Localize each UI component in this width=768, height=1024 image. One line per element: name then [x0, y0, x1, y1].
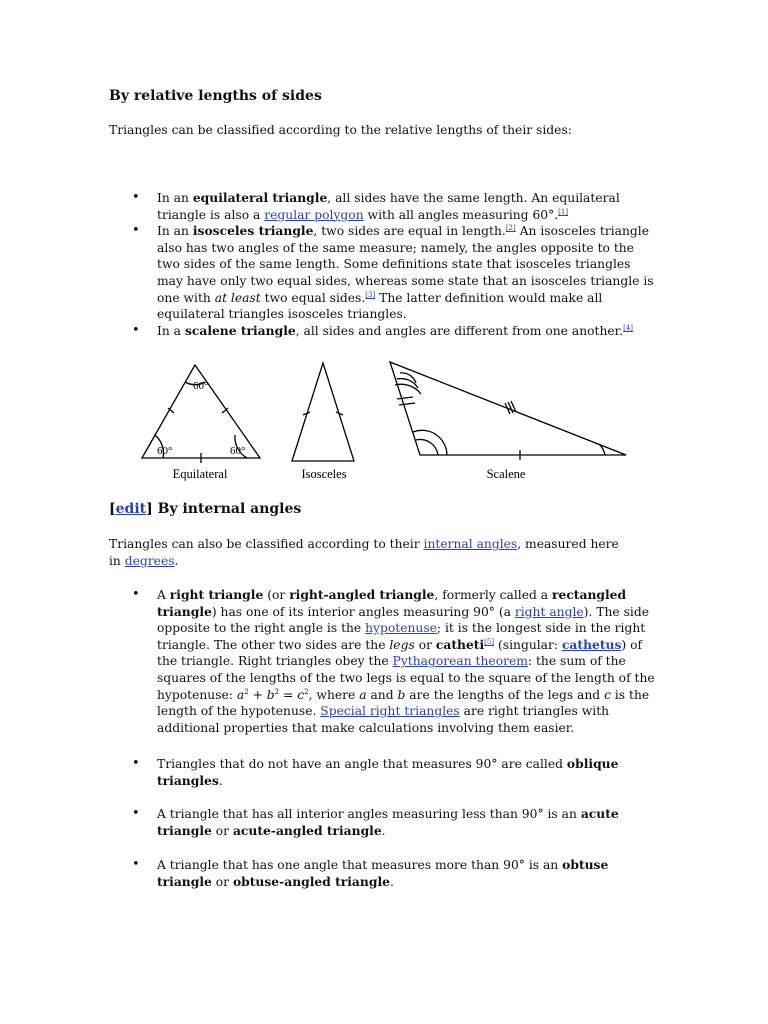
angle-label-right: 60°	[230, 445, 246, 457]
section-intro-text: Triangles can be classified according to the relative lengths of their sides:	[109, 123, 572, 137]
list-item-acute: • A triangle that has all interior angles measuring less than 90° is an acute triangle or acute-angled triangle.	[0, 806, 657, 839]
link-hypotenuse[interactable]: hypotenuse	[365, 621, 437, 636]
list-item-obtuse: • A triangle that has one angle that measures more than 90° is an obtuse triangle or obtuse-angled triangle.	[0, 857, 657, 890]
isosceles-triangle-drawing	[292, 363, 354, 461]
link-internal-angles[interactable]: internal angles	[423, 537, 518, 551]
scalene-triangle-drawing	[390, 362, 626, 460]
reference-link-2[interactable]: [2]	[505, 224, 516, 233]
triangle-types-figure	[135, 355, 635, 490]
section-heading-internal-angles: [edit] By internal angles	[109, 501, 302, 517]
term-equilateral-triangle: equilateral triangle	[192, 190, 328, 205]
term-scalene-triangle: scalene triangle	[184, 322, 296, 338]
isosceles-caption: Isosceles	[301, 467, 347, 481]
link-cathetus[interactable]: cathetus	[561, 636, 622, 652]
angle-classification-list	[0, 587, 657, 736]
term-isosceles-triangle: isosceles triangle	[192, 223, 314, 239]
reference-link-1[interactable]: [1]	[558, 207, 569, 216]
reference-link-5[interactable]: [5]	[484, 637, 495, 646]
reference-link-3[interactable]: [3]	[365, 290, 376, 299]
equilateral-caption: Equilateral	[172, 467, 228, 481]
list-item-isosceles: • In an isosceles triangle, two sides are equal in length.[2] An isosceles triangle also has two angles of the same measure; namely, the angles opposite to the two sides of the same length. Some definitions state that isosceles triangles may have only two equal sides, whereas some state that an isosceles triangle is one with at least two equal sides.[3] The latter definition would make all equilateral triangles isosceles triangles.	[0, 223, 657, 323]
list-item-equilateral: • In an equilateral triangle, all sides have the same length. An equilateral triangle is also a regular polygon with all angles measuring 60°.[1]	[0, 190, 657, 223]
obtuse-list	[0, 857, 657, 890]
scalene-caption: Scalene	[486, 467, 526, 481]
list-item-right-triangle: • A right triangle (or right-angled triangle, formerly called a rectangled triangle) has one of its interior angles measuring 90° (a right angle). The side opposite to the right angle is the hypotenuse; it is the longest side in the right triangle. The other two sides are the legs or catheti[5] (singular: cathetus) of the triangle. Right triangles obey the Pythagorean theorem: the sum of the squares of the lengths of the two legs is equal to the square of the length of the hypotenuse: $a^2 + b^2 = c^2$, where a and b are the lengths of the legs and c is the length of the hypotenuse. Special right triangles are right triangles with additional properties that make calculations involving them easier.	[0, 587, 657, 736]
link-right-angle[interactable]: right angle	[514, 604, 584, 619]
oblique-list	[0, 756, 657, 789]
angle-label-top: 60°	[193, 380, 209, 392]
link-special-right-triangles[interactable]: Special right triangles	[320, 704, 460, 719]
edit-section-link[interactable]: edit	[115, 501, 147, 517]
link-degrees[interactable]: degrees	[124, 553, 175, 568]
link-regular-polygon[interactable]: regular polygon	[264, 207, 364, 222]
acute-list	[0, 806, 657, 839]
reference-link-4[interactable]: [4]	[623, 323, 634, 332]
list-item-oblique: • Triangles that do not have an angle that measures 90° are called oblique triangles.	[0, 756, 657, 789]
section-intro-angles: Triangles can also be classified according to their internal angles, measured here in degrees.	[109, 537, 619, 568]
angle-label-left: 60°	[157, 445, 173, 457]
side-classification-list	[0, 190, 657, 339]
section-heading-relative-lengths: By relative lengths of sides	[109, 88, 322, 104]
list-item-scalene: • In a scalene triangle, all sides and angles are different from one another.[4]	[0, 323, 657, 340]
link-pythagorean-theorem[interactable]: Pythagorean theorem	[392, 654, 528, 669]
